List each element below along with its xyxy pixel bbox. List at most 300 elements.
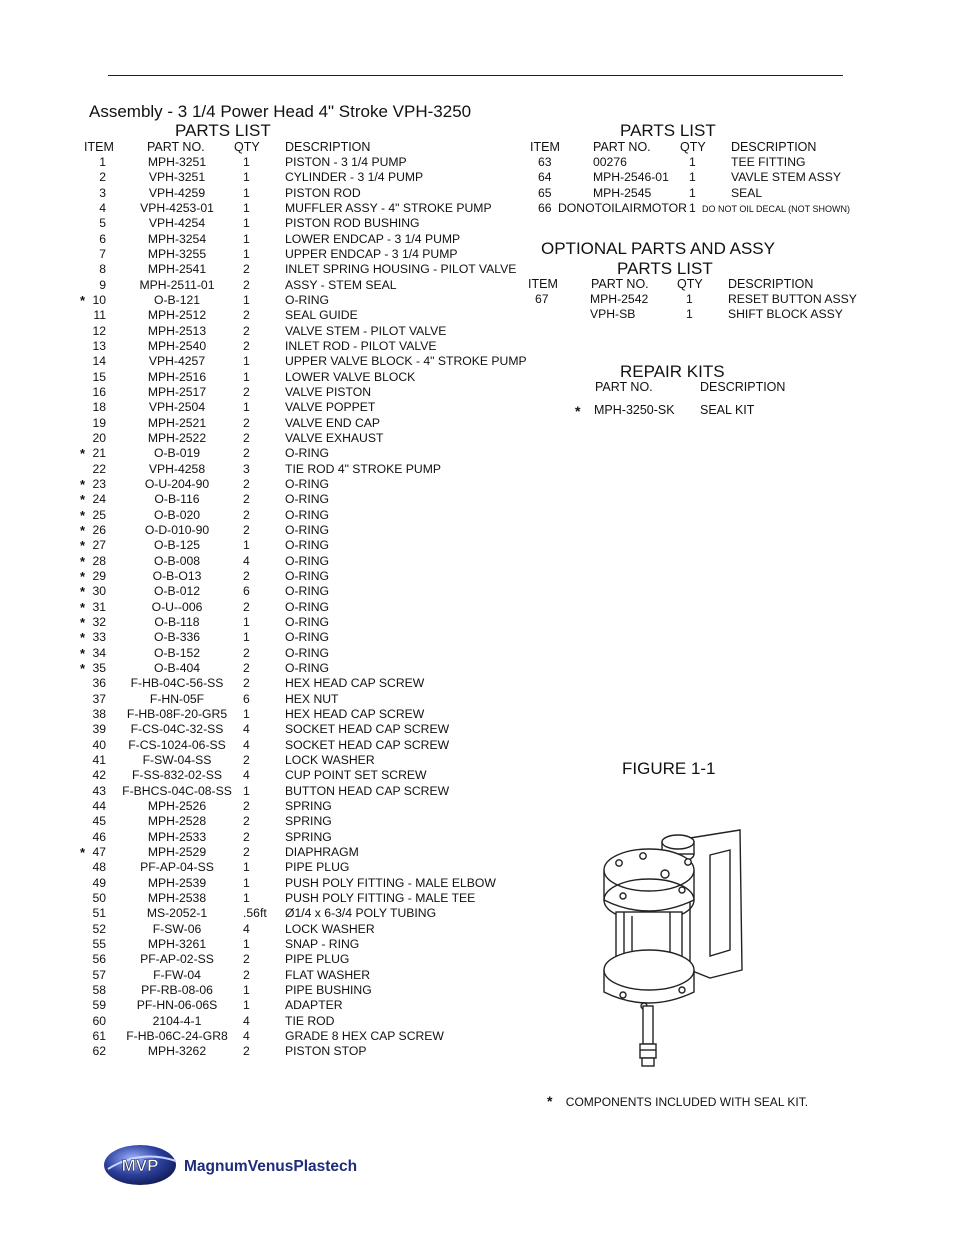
optional-col-item-header: ITEM bbox=[528, 277, 558, 291]
seal-kit-marker: * bbox=[80, 599, 86, 615]
item-number: 12 bbox=[92, 323, 106, 338]
table-row bbox=[60, 431, 530, 446]
part-number: F-HB-04C-56-SS bbox=[130, 676, 224, 691]
seal-kit-marker: * bbox=[80, 522, 86, 538]
item-number: 14 bbox=[92, 354, 106, 369]
part-number: O-U--006 bbox=[151, 599, 203, 614]
description: SEAL GUIDE bbox=[285, 308, 358, 323]
item-number: 16 bbox=[92, 384, 106, 399]
right-col-qty-header: QTY bbox=[680, 140, 706, 154]
description: CYLINDER - 3 1/4 PUMP bbox=[285, 170, 424, 185]
item-number: 51 bbox=[92, 906, 106, 921]
quantity: 4 bbox=[243, 553, 250, 568]
table-row bbox=[60, 1044, 530, 1059]
part-number: MPH-3261 bbox=[147, 936, 207, 951]
quantity: 1 bbox=[689, 170, 696, 185]
table-row bbox=[60, 600, 530, 615]
part-number: MPH-2541 bbox=[147, 262, 207, 277]
right-col-part-header: PART NO. bbox=[593, 140, 651, 154]
right-col-item-header: ITEM bbox=[530, 140, 560, 154]
item-number: 67 bbox=[535, 292, 549, 306]
item-number: 32 bbox=[92, 614, 106, 629]
part-number: VPH-4254 bbox=[148, 216, 206, 231]
item-number: 37 bbox=[92, 691, 106, 706]
seal-kit-marker: * bbox=[80, 476, 86, 492]
part-number: F-SS-832-02-SS bbox=[131, 768, 223, 783]
part-number: MPH-3251 bbox=[147, 155, 207, 169]
seal-kit-marker: * bbox=[80, 645, 86, 661]
item-number: 43 bbox=[92, 783, 106, 798]
part-number: MPH-3262 bbox=[147, 1044, 207, 1059]
table-row bbox=[60, 738, 530, 753]
table-row bbox=[60, 508, 530, 523]
description: CUP POINT SET SCREW bbox=[285, 768, 427, 783]
description: SOCKET HEAD CAP SCREW bbox=[285, 722, 450, 737]
item-number: 45 bbox=[92, 814, 106, 829]
description: O-RING bbox=[285, 553, 330, 568]
description: SPRING bbox=[285, 829, 332, 844]
part-number: 00276 bbox=[593, 155, 627, 169]
table-row bbox=[60, 630, 530, 645]
item-number: 3 bbox=[99, 185, 106, 200]
part-number: O-B-121 bbox=[153, 293, 201, 307]
table-row bbox=[60, 784, 530, 799]
item-number: 50 bbox=[92, 890, 106, 905]
description: O-RING bbox=[285, 538, 330, 553]
item-number: 57 bbox=[92, 967, 106, 982]
table-row bbox=[60, 860, 530, 875]
item-number: 18 bbox=[92, 400, 106, 415]
item-number: 19 bbox=[92, 415, 106, 430]
item-number: 38 bbox=[92, 706, 106, 721]
description: O-RING bbox=[285, 599, 330, 614]
item-number: 59 bbox=[92, 998, 106, 1013]
part-number: MPH-2521 bbox=[147, 415, 207, 430]
table-row bbox=[60, 814, 530, 829]
table-row bbox=[60, 983, 530, 998]
quantity: 1 bbox=[243, 155, 250, 169]
description: ADAPTER bbox=[285, 998, 343, 1013]
item-number: 7 bbox=[99, 247, 106, 261]
description: VALVE STEM - PILOT VALVE bbox=[285, 323, 447, 338]
description: O-RING bbox=[285, 507, 330, 522]
quantity: 1 bbox=[243, 185, 250, 200]
seal-kit-note-star: * bbox=[547, 1093, 553, 1109]
part-number: MPH-2511-01 bbox=[139, 277, 215, 292]
description: UPPER VALVE BLOCK - 4" STROKE PUMP bbox=[285, 354, 527, 369]
part-number: PF-AP-02-SS bbox=[140, 952, 214, 967]
table-row bbox=[60, 1029, 530, 1044]
item-number: 42 bbox=[92, 768, 106, 783]
description: LOCK WASHER bbox=[285, 752, 375, 767]
part-number: F-HB-08F-20-GR5 bbox=[126, 706, 228, 721]
quantity: 1 bbox=[243, 936, 250, 951]
part-number: VPH-SB bbox=[590, 307, 636, 322]
item-number: 30 bbox=[92, 584, 106, 599]
item-number: 60 bbox=[92, 1013, 106, 1028]
part-number: MPH-2528 bbox=[147, 814, 207, 829]
description: INLET ROD - PILOT VALVE bbox=[285, 339, 437, 353]
quantity: 1 bbox=[243, 170, 250, 185]
quantity: 2 bbox=[243, 844, 250, 859]
part-number: MPH-2513 bbox=[147, 323, 207, 338]
table-row bbox=[60, 906, 530, 921]
item-number: 9 bbox=[99, 277, 106, 292]
part-number: VPH-4257 bbox=[148, 354, 206, 369]
table-row bbox=[60, 339, 530, 354]
main-parts-list-heading: PARTS LIST bbox=[175, 121, 271, 140]
description: GRADE 8 HEX CAP SCREW bbox=[285, 1028, 444, 1043]
item-number: 33 bbox=[92, 630, 106, 645]
part-number: MPH-2512 bbox=[147, 308, 207, 323]
description: FLAT WASHER bbox=[285, 967, 371, 982]
description: PUSH POLY FITTING - MALE ELBOW bbox=[285, 875, 496, 890]
seal-kit-marker: * bbox=[80, 492, 86, 508]
quantity: 2 bbox=[243, 814, 250, 829]
table-row bbox=[60, 370, 530, 385]
part-number: O-B-019 bbox=[153, 446, 201, 461]
description: HEX HEAD CAP SCREW bbox=[285, 676, 425, 691]
part-number: F-SW-04-SS bbox=[142, 752, 212, 767]
description: Ø1/4 x 6-3/4 POLY TUBING bbox=[285, 906, 437, 921]
quantity: 2 bbox=[243, 384, 250, 399]
description: O-RING bbox=[285, 614, 330, 629]
seal-kit-marker: * bbox=[80, 660, 86, 676]
part-number: O-B-008 bbox=[153, 553, 201, 568]
part-number: F-HB-06C-24-GR8 bbox=[126, 1028, 228, 1043]
description: VAVLE STEM ASSY bbox=[731, 170, 841, 185]
seal-kit-marker: * bbox=[80, 553, 86, 569]
part-number: O-B-152 bbox=[153, 645, 201, 660]
quantity: 3 bbox=[243, 461, 250, 476]
table-row bbox=[60, 477, 530, 492]
description: RESET BUTTON ASSY bbox=[728, 292, 857, 306]
part-number: F-CS-1024-06-SS bbox=[128, 737, 226, 752]
item-number: 61 bbox=[92, 1028, 106, 1043]
quantity: 4 bbox=[243, 1013, 250, 1028]
description: O-RING bbox=[285, 476, 330, 491]
description: PIPE BUSHING bbox=[285, 982, 372, 997]
right-table-row bbox=[0, 201, 900, 216]
table-row bbox=[60, 385, 530, 400]
description: VALVE PISTON bbox=[285, 384, 372, 399]
description: O-RING bbox=[285, 630, 330, 645]
optional-parts-list-heading: PARTS LIST bbox=[617, 259, 713, 278]
item-number: 40 bbox=[92, 737, 106, 752]
table-row bbox=[60, 799, 530, 814]
quantity: 2 bbox=[243, 660, 250, 675]
item-number: 28 bbox=[92, 553, 106, 568]
description: INLET SPRING HOUSING - PILOT VALVE bbox=[285, 262, 517, 277]
power-head-drawing bbox=[590, 820, 760, 1072]
part-number: MS-2052-1 bbox=[146, 906, 208, 921]
part-number: MPH-2516 bbox=[147, 369, 207, 384]
item-number: 46 bbox=[92, 829, 106, 844]
item-number: 25 bbox=[92, 507, 106, 522]
quantity: 1 bbox=[243, 247, 250, 261]
description: O-RING bbox=[285, 645, 330, 660]
part-number: PF-RB-08-06 bbox=[141, 982, 213, 997]
part-number: MPH-2522 bbox=[147, 430, 207, 445]
description: PISTON ROD BUSHING bbox=[285, 216, 420, 231]
item-number: 10 bbox=[92, 293, 106, 307]
part-number: O-U-204-90 bbox=[144, 476, 210, 491]
repair-col-desc-header: DESCRIPTION bbox=[700, 380, 786, 394]
repair-kits-heading: REPAIR KITS bbox=[620, 362, 725, 381]
part-number: MPH-2529 bbox=[147, 844, 207, 859]
seal-kit-note bbox=[547, 1093, 808, 1109]
table-row bbox=[60, 753, 530, 768]
quantity: 2 bbox=[243, 1044, 250, 1059]
table-row bbox=[60, 692, 530, 707]
seal-kit-marker: * bbox=[80, 568, 86, 584]
company-logo bbox=[100, 1139, 390, 1192]
item-number: 20 bbox=[92, 430, 106, 445]
part-number: O-B-012 bbox=[153, 584, 201, 599]
quantity: 4 bbox=[243, 768, 250, 783]
table-row bbox=[60, 462, 530, 477]
description: UPPER ENDCAP - 3 1/4 PUMP bbox=[285, 247, 458, 261]
page-title: Assembly - 3 1/4 Power Head 4" Stroke VPH-3250 bbox=[89, 102, 472, 121]
part-number: F-BHCS-04C-08-SS bbox=[122, 783, 232, 798]
item-number: 41 bbox=[92, 752, 106, 767]
part-number: VPH-4259 bbox=[148, 185, 206, 200]
item-number: 55 bbox=[92, 936, 106, 951]
table-row bbox=[60, 324, 530, 339]
description: O-RING bbox=[285, 584, 330, 599]
table-row bbox=[60, 446, 530, 461]
description: PUSH POLY FITTING - MALE TEE bbox=[285, 890, 476, 905]
table-row bbox=[60, 646, 530, 661]
right-table-row bbox=[0, 155, 900, 170]
quantity: 4 bbox=[243, 737, 250, 752]
repair-kit-part: MPH-3250-SK bbox=[594, 403, 675, 417]
description: PIPE PLUG bbox=[285, 952, 350, 967]
quantity: 1 bbox=[243, 354, 250, 369]
description: O-RING bbox=[285, 660, 330, 675]
top-rule bbox=[108, 75, 843, 76]
quantity: 1 bbox=[686, 307, 693, 322]
item-number: 56 bbox=[92, 952, 106, 967]
quantity: 2 bbox=[243, 277, 250, 292]
item-number: 47 bbox=[92, 844, 106, 859]
quantity: 2 bbox=[243, 952, 250, 967]
part-number: VPH-2504 bbox=[148, 400, 206, 415]
description: SPRING bbox=[285, 814, 332, 829]
item-number: 58 bbox=[92, 982, 106, 997]
quantity: 1 bbox=[243, 890, 250, 905]
item-number: 4 bbox=[99, 201, 106, 215]
part-number: O-B-118 bbox=[154, 614, 200, 629]
table-row bbox=[60, 845, 530, 860]
item-number: 11 bbox=[93, 308, 106, 323]
description: O-RING bbox=[285, 492, 330, 507]
item-number: 64 bbox=[538, 170, 552, 185]
main-col-item-header: ITEM bbox=[84, 140, 114, 154]
table-row bbox=[60, 247, 530, 262]
seal-kit-marker: * bbox=[80, 293, 86, 308]
quantity: 1 bbox=[243, 860, 250, 875]
table-row bbox=[60, 952, 530, 967]
item-number: 23 bbox=[92, 476, 106, 491]
table-row bbox=[60, 354, 530, 369]
quantity: 4 bbox=[243, 722, 250, 737]
quantity: 2 bbox=[243, 323, 250, 338]
optional-table-row bbox=[0, 292, 900, 307]
table-row bbox=[60, 998, 530, 1013]
optional-col-qty-header: QTY bbox=[677, 277, 703, 291]
part-number: MPH-2533 bbox=[147, 829, 207, 844]
description: LOCK WASHER bbox=[285, 921, 375, 936]
description: O-RING bbox=[285, 568, 330, 583]
part-number: DONOTOILAIRMOTOR bbox=[558, 201, 687, 215]
description: SNAP - RING bbox=[285, 936, 360, 951]
right-table-row bbox=[0, 170, 900, 185]
quantity: 1 bbox=[243, 998, 250, 1013]
item-number: 24 bbox=[92, 492, 106, 507]
description: SOCKET HEAD CAP SCREW bbox=[285, 737, 450, 752]
quantity: 2 bbox=[243, 798, 250, 813]
description: TIE ROD 4" STROKE PUMP bbox=[285, 461, 442, 476]
quantity: 1 bbox=[243, 630, 250, 645]
item-number: 39 bbox=[92, 722, 106, 737]
seal-kit-note-text: COMPONENTS INCLUDED WITH SEAL KIT. bbox=[565, 1095, 809, 1109]
table-row bbox=[60, 615, 530, 630]
item-number: 1 bbox=[99, 155, 106, 169]
quantity: 2 bbox=[243, 476, 250, 491]
item-number: 15 bbox=[92, 369, 106, 384]
item-number: 27 bbox=[92, 538, 106, 553]
part-number: MPH-2517 bbox=[147, 384, 207, 399]
part-number: MPH-2526 bbox=[147, 798, 207, 813]
table-row bbox=[60, 538, 530, 553]
quantity: 1 bbox=[243, 706, 250, 721]
description: TIE ROD bbox=[285, 1013, 335, 1028]
logo-wordmark: MagnumVenusPlastech bbox=[184, 1158, 358, 1175]
table-row bbox=[60, 937, 530, 952]
item-number: 2 bbox=[99, 170, 106, 185]
quantity: 6 bbox=[243, 584, 250, 599]
item-number: 36 bbox=[92, 676, 106, 691]
part-number: O-B-125 bbox=[153, 538, 201, 553]
table-row bbox=[60, 416, 530, 431]
item-number: 66 bbox=[538, 201, 552, 215]
seal-kit-marker: * bbox=[80, 844, 86, 860]
table-row bbox=[60, 676, 530, 691]
table-row bbox=[60, 492, 530, 507]
description: O-RING bbox=[285, 522, 330, 537]
description: TEE FITTING bbox=[731, 155, 806, 169]
quantity: 2 bbox=[243, 446, 250, 461]
part-number: O-B-404 bbox=[153, 660, 201, 675]
part-number: VPH-4253-01 bbox=[140, 201, 214, 215]
item-number: 52 bbox=[92, 921, 106, 936]
seal-kit-marker: * bbox=[80, 507, 86, 523]
quantity: 2 bbox=[243, 676, 250, 691]
repair-kit-desc: SEAL KIT bbox=[700, 403, 755, 417]
quantity: 1 bbox=[243, 216, 250, 231]
quantity: .56ft bbox=[243, 906, 267, 921]
quantity: 1 bbox=[689, 155, 696, 169]
table-row bbox=[60, 891, 530, 906]
description: PISTON ROD bbox=[285, 185, 361, 200]
table-row bbox=[60, 707, 530, 722]
item-number: 49 bbox=[92, 875, 106, 890]
part-number: VPH-4258 bbox=[148, 461, 206, 476]
table-row bbox=[60, 830, 530, 845]
description: SEAL bbox=[731, 185, 763, 200]
right-parts-list-heading: PARTS LIST bbox=[620, 121, 716, 140]
part-number: O-D-010-90 bbox=[144, 522, 210, 537]
logo-initials: MVP bbox=[121, 1156, 159, 1175]
quantity: 1 bbox=[243, 201, 250, 215]
item-number: 8 bbox=[99, 262, 106, 277]
quantity: 1 bbox=[243, 538, 250, 553]
item-number: 31 bbox=[92, 599, 106, 614]
table-row bbox=[60, 262, 530, 277]
item-number: 26 bbox=[92, 522, 106, 537]
quantity: 1 bbox=[243, 783, 250, 798]
table-row bbox=[60, 584, 530, 599]
mvp-logo-icon bbox=[100, 1139, 390, 1187]
quantity: 2 bbox=[243, 645, 250, 660]
item-number: 35 bbox=[92, 660, 106, 675]
table-row bbox=[60, 722, 530, 737]
quantity: 1 bbox=[689, 185, 696, 200]
item-number: 6 bbox=[99, 231, 106, 246]
quantity: 2 bbox=[243, 568, 250, 583]
right-table-row bbox=[0, 186, 900, 201]
description: SHIFT BLOCK ASSY bbox=[728, 307, 843, 322]
quantity: 1 bbox=[243, 982, 250, 997]
seal-kit-marker: * bbox=[80, 538, 86, 554]
part-number: O-B-336 bbox=[153, 630, 201, 645]
part-number: O-B-116 bbox=[154, 492, 200, 507]
table-row bbox=[60, 569, 530, 584]
quantity: 2 bbox=[243, 492, 250, 507]
seal-kit-marker: * bbox=[80, 630, 86, 646]
part-number: F-FW-04 bbox=[153, 967, 201, 982]
quantity: 6 bbox=[243, 691, 250, 706]
description: ASSY - STEM SEAL bbox=[285, 277, 397, 292]
quantity: 2 bbox=[243, 415, 250, 430]
part-number: MPH-2538 bbox=[147, 890, 207, 905]
seal-kit-marker: * bbox=[80, 584, 86, 600]
item-number: 21 bbox=[92, 446, 106, 461]
description: HEX NUT bbox=[285, 691, 339, 706]
item-number: 63 bbox=[538, 155, 552, 169]
table-row bbox=[60, 278, 530, 293]
quantity: 2 bbox=[243, 829, 250, 844]
part-number: VPH-3251 bbox=[148, 170, 206, 185]
quantity: 1 bbox=[243, 400, 250, 415]
part-number: MPH-2539 bbox=[147, 875, 207, 890]
quantity: 4 bbox=[243, 1028, 250, 1043]
quantity: 1 bbox=[243, 293, 250, 307]
part-number: 2104-4-1 bbox=[152, 1013, 202, 1028]
item-number: 44 bbox=[92, 798, 106, 813]
description: VALVE POPPET bbox=[285, 400, 376, 415]
part-number: F-SW-06 bbox=[152, 921, 202, 936]
quantity: 2 bbox=[243, 339, 250, 353]
description: DIAPHRAGM bbox=[285, 844, 359, 859]
quantity: 1 bbox=[243, 614, 250, 629]
part-number: MPH-3255 bbox=[147, 247, 207, 261]
description: LOWER ENDCAP - 3 1/4 PUMP bbox=[285, 231, 461, 246]
item-number: 62 bbox=[92, 1044, 106, 1059]
part-number: O-B-O13 bbox=[152, 568, 202, 583]
quantity: 1 bbox=[243, 369, 250, 384]
